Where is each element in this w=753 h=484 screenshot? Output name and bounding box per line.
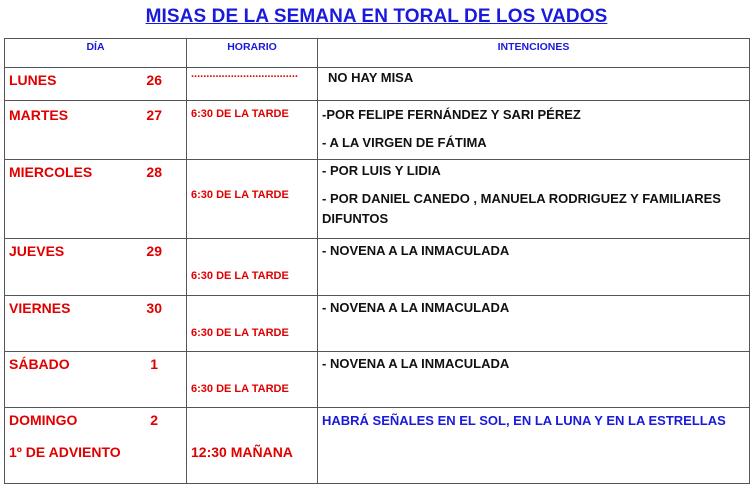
time-text: 6:30 DE LA TARDE xyxy=(191,189,289,201)
day-number: 28 xyxy=(146,164,162,180)
day-number: 26 xyxy=(146,72,162,88)
intention-line: - POR DANIEL CANEDO , MANUELA RODRIGUEZ Y FAMILIARES DIFUNTOS xyxy=(322,191,721,226)
time-cell xyxy=(187,408,318,484)
time-text: 6:30 DE LA TARDE xyxy=(191,108,289,120)
table-row xyxy=(5,408,750,484)
time-text: 6:30 DE LA TARDE xyxy=(191,270,289,282)
time-cell xyxy=(187,239,318,296)
header-horario: HORARIO xyxy=(187,39,318,68)
table-row xyxy=(5,239,750,296)
day-number: 27 xyxy=(146,107,162,123)
intentions-cell xyxy=(318,239,750,296)
table-row xyxy=(5,352,750,408)
page-title: MISAS DE LA SEMANA EN TORAL DE LOS VADOS xyxy=(145,6,608,27)
day-name: SÁBADO xyxy=(9,356,70,372)
mass-schedule-table xyxy=(4,38,750,484)
header-intenciones: INTENCIONES xyxy=(318,39,750,68)
intention-line: - POR LUIS Y LIDIA xyxy=(322,163,441,178)
intention-line: - NOVENA A LA INMACULADA xyxy=(322,300,510,315)
time-placeholder-dots: ................................... xyxy=(191,68,298,80)
day-cell xyxy=(5,239,187,296)
table-row xyxy=(5,68,750,101)
time-cell xyxy=(187,101,318,160)
intention-line: NO HAY MISA xyxy=(328,70,414,85)
day-cell xyxy=(5,296,187,352)
day-name: MARTES xyxy=(9,107,69,123)
time-cell xyxy=(187,352,318,408)
day-cell xyxy=(5,408,187,484)
header-row xyxy=(5,39,750,68)
time-text: 12:30 MAÑANA xyxy=(191,444,293,460)
intention-line: - NOVENA A LA INMACULADA xyxy=(322,356,510,371)
intentions-cell xyxy=(318,408,750,484)
day-cell xyxy=(5,352,187,408)
intention-line: - NOVENA A LA INMACULADA xyxy=(322,243,510,258)
day-name: LUNES xyxy=(9,72,57,88)
intentions-cell xyxy=(318,296,750,352)
intention-line: -POR FELIPE FERNÁNDEZ Y SARI PÉREZ xyxy=(322,107,581,122)
day-number: 30 xyxy=(146,300,162,316)
day-name: MIERCOLES xyxy=(9,164,93,180)
day-number: 1 xyxy=(150,356,158,372)
table-row xyxy=(5,296,750,352)
day-number: 2 xyxy=(150,412,158,428)
table-row xyxy=(5,160,750,239)
day-name: VIERNES xyxy=(9,300,71,316)
intentions-cell xyxy=(318,352,750,408)
time-cell xyxy=(187,296,318,352)
day-name: DOMINGO xyxy=(9,412,78,428)
header-dia: DÍA xyxy=(5,39,187,68)
time-cell xyxy=(187,160,318,239)
time-text: 6:30 DE LA TARDE xyxy=(191,327,289,339)
intentions-cell xyxy=(318,68,750,101)
day-cell xyxy=(5,101,187,160)
intentions-cell xyxy=(318,101,750,160)
day-cell xyxy=(5,160,187,239)
time-cell xyxy=(187,68,318,101)
day-name: JUEVES xyxy=(9,243,65,259)
day-number: 29 xyxy=(146,243,162,259)
intentions-cell xyxy=(318,160,750,239)
advent-label: 1º DE ADVIENTO xyxy=(9,444,121,460)
intention-line: HABRÁ SEÑALES EN EL SOL, EN LA LUNA Y EN LA ESTRELLAS xyxy=(322,413,726,428)
day-cell xyxy=(5,68,187,101)
time-text: 6:30 DE LA TARDE xyxy=(191,383,289,395)
intention-line: - A LA VIRGEN DE FÁTIMA xyxy=(322,135,487,150)
table-row xyxy=(5,101,750,160)
